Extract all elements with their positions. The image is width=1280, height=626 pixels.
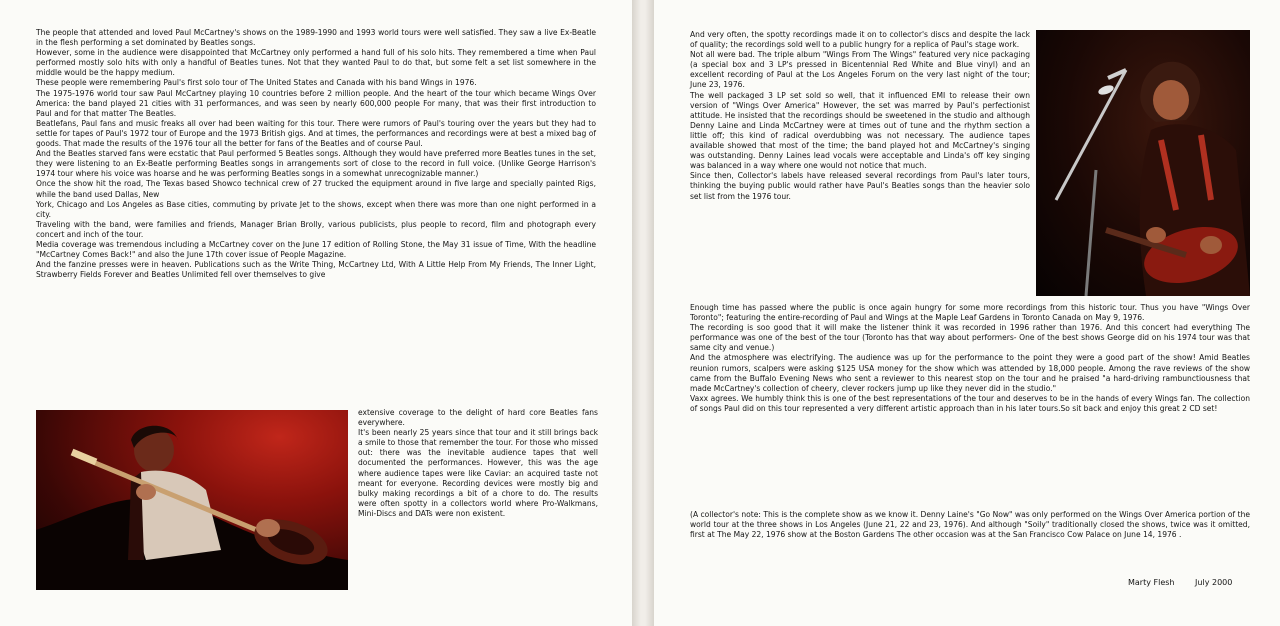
paragraph: And the atmosphere was electrifying. The audience was up for the performance to the point they were a good part of the show! Amid Beatles reunion rumors, scalpers were asking $125 USA money for the show which was attended by 18,000 people. Among the rave reviews of the show came from the Buffalo Evening News who sent a reviewer to this nearest stop on the tour and he praised "a hard-driving rambunctiousness that made McCartney's collection of cheery, clever rockers jump up like they never did in the studio." bbox=[690, 353, 1250, 393]
bassist-silhouette bbox=[1036, 30, 1250, 296]
paragraph: Vaxx agrees. We humbly think this is one of the best representations of the tour and deserves to be in the hands of every Wings fan. The collection of songs Paul did on this tour represented a very different artistic approach than in his later tours.So sit back and enjoy this great 2 CD set! bbox=[690, 393, 1250, 413]
paragraph: Traveling with the band, were families and friends, Manager Brian Brolly, various publicists, plus people to record, film and photograph every concert and inch of the tour. bbox=[36, 219, 596, 239]
paragraph: (A collector's note: This is the complete show as we know it. Denny Laine's "Go Now" was only performed on the Wings Over America portion of the world tour at the three shows in Los Angeles (June 21, 22 and 23, 1976). And although "Soily" traditionally closed the shows, twice was it omitted, first at The May 22, 1976 show at the Boston Gardens The other occasion was at the San Francisco Cow Palace on June 14, 1976 . bbox=[690, 510, 1250, 540]
paragraph: The recording is soo good that it will make the listener think it was recorded in 1996 rather than 1976. And this concert had everything The performance was one of the best of the tour (Toronto has that way about performers- One of the best shows George did on his 1974 tour was that same city and venue.) bbox=[690, 323, 1250, 353]
paragraph: Media coverage was tremendous including a McCartney cover on the June 17 edition of Rolling Stone, the May 31 issue of Time, With the headline "McCartney Comes Back!" and also the June 17th cover issue of People Magazine. bbox=[36, 239, 596, 260]
book-gutter bbox=[632, 0, 654, 626]
signature-date: July 2000 bbox=[1195, 578, 1233, 587]
paragraph: And very often, the spotty recordings made it on to collector's discs and despite the lack of quality; the recordings sold well to a public hungry for a replica of Paul's stage work. bbox=[690, 30, 1030, 50]
paragraph: extensive coverage to the delight of hard core Beatles fans everywhere. bbox=[358, 408, 598, 428]
paragraph: Once the show hit the road, The Texas based Showco technical crew of 27 trucked the equipment around in five large and specially painted Rigs, while the band used Dallas, New bbox=[36, 179, 596, 199]
paragraph: And the Beatles starved fans were ecstatic that Paul performed 5 Beatles songs. Although they would have preferred more Beatles tunes in the set, they were listening to an Ex-Beatle performing Beatles songs in arrangements sort of close to the record in full voice. (Unlike George Harrison's 1974 tour where his voice was hoarse and he was performing Beatles songs in a somewhat unrecognizable manner.) bbox=[36, 149, 596, 179]
paragraph: And the fanzine presses were in heaven. Publications such as the Write Thing, McCartney Ltd, With A Little Help From My Friends, The Inner Light, Strawberry Fields Forever and Beatles Unlimited fell over themselves to give bbox=[36, 260, 596, 280]
author-name: Marty Flesh bbox=[1128, 578, 1175, 587]
paragraph: These people were remembering Paul's first solo tour of The United States and Canada with his band Wings in 1976. bbox=[36, 78, 477, 88]
paragraph: Enough time has passed where the public is once again hungry for some more recordings from this historic tour. Thus you have "Wings Over Toronto"; featuring the entire-recording of Paul and Wings at the Maple Leaf Gardens in Toronto Canada on May 9, 1976. bbox=[690, 303, 1250, 323]
left-text-block bbox=[36, 28, 596, 280]
collectors-note bbox=[690, 510, 1250, 540]
right-text-block bbox=[690, 30, 1030, 202]
paragraph: The well packaged 3 LP set sold so well, that it influenced EMI to release their own version of "Wings Over America" However, the set was marred by Paul's perfectionist attitude. He insisted that the recordings should be sweetened in the studio and although Denny Laine and Linda McCartney were at times out of tune and the rhythm section a little off; this kind of radical overdubbing was not necessary. The audience tapes available showed that most of the time; the band played hot and McCartney's singing was outstanding. Denny Laines lead vocals were acceptable and Linda's off key singing was balanced in a way where one would not notice that much. bbox=[690, 90, 1030, 171]
right-full-text-block bbox=[690, 303, 1250, 414]
paragraph: Beatlefans, Paul fans and music freaks all over had been waiting for this tour. There were rumors of Paul's touring over the years but they had to settle for tapes of Paul's 1972 tour of Europe and the 1973 British gigs. And at times, the performances and recordings were at best a mixed bag of goods. That made the results of the 1976 tour all the better for fans of the Beatles and of course Paul. bbox=[36, 118, 596, 149]
guitarist-silhouette bbox=[36, 410, 348, 590]
left-side-text bbox=[358, 408, 598, 519]
paragraph: The people that attended and loved Paul McCartney's shows on the 1989-1990 and 1993 world tours were well satisfied. They saw a live Ex-Beatle in the flesh performing a set dominated by Beatles songs. bbox=[36, 28, 596, 48]
concert-photo-bassist bbox=[1036, 30, 1250, 296]
left-page bbox=[0, 0, 632, 626]
paragraph: Since then, Collector's labels have released several recordings from Paul's later tours, thinking the buying public would rather have Paul's Beatles songs than the heavier solo set list from the 1976 tour. bbox=[690, 171, 1030, 201]
paragraph: York, Chicago and Los Angeles as Base cities, commuting by private Jet to the shows, except when there was more than one night performed in a city. bbox=[36, 199, 596, 219]
paragraph: The 1975-1976 world tour saw Paul McCartney playing 10 countries before 2 million people. And the heart of the tour which became Wings Over America: the band played 21 cities with 31 performances, and was seen by nearly 600,000 people For many, that was their first introduction to Paul and for that matter The Beatles. bbox=[36, 88, 596, 118]
paragraph: It's been nearly 25 years since that tour and it still brings back a smile to those that remember the tour. For those who missed out: there was the inevitable audience tapes that well documented the performances. However, this was the age where audience tapes were like Caviar: an acquired taste not meant for everyone. Recording devices were mostly big and bulky making recordings a bit of a chore to do. The results were often spotty in a collectors world where Pro-Walkmans, Mini-Discs and DATs were non existent. bbox=[358, 428, 598, 518]
signature bbox=[1128, 578, 1232, 587]
concert-photo-guitarist bbox=[36, 410, 348, 590]
paragraph: However, some in the audience were disappointed that McCartney only performed a hand full of his solo hits. They remembered a time when Paul performed mostly solo hits with only a handful of Beatles tunes. Not that they wanted Paul to do that, but some felt a set list somewhere in the middle would be the happy medium. bbox=[36, 48, 596, 78]
paragraph: Not all were bad. The triple album "Wings From The Wings" featured very nice packaging (a special box and 3 LP's pressed in Bicentennial Red White and Blue vinyl) and an excellent recording of Paul at the Los Angeles Forum on the very last night of the tour; June 23, 1976. bbox=[690, 50, 1030, 90]
